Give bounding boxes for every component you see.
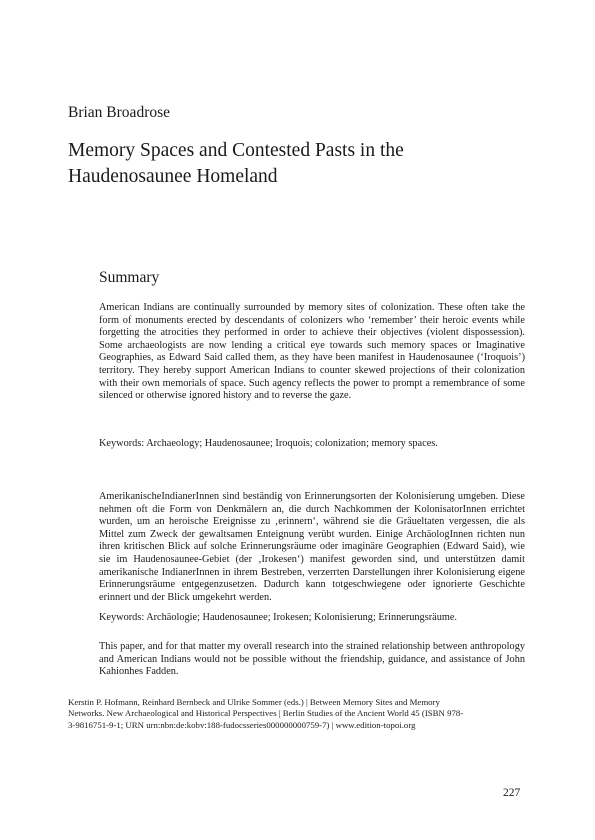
author-name: Brian Broadrose — [68, 104, 171, 121]
acknowledgement: This paper, and for that matter my overall research into the strained relationship between anthropology and American Indians would not be possible without the friendship, guidance, and assistance of John Kahionhes Fadden. — [99, 641, 525, 678]
page-number: 227 — [503, 787, 521, 799]
abstract-english-text: American Indians are continually surrounded by memory sites of colonization. These often take the form of monuments erected by descendants of colonizers who ‘remember’ their heroic events while forgetting the atrocities they performed in order to achieve their objectives (violent dispossession). Some archaeologists are now lending a critical eye towards such memory spaces or Imaginative Geographies, as Edward Said called them, as they have been manifest in Haudenosaunee (‘Iroquois’) territory. They hereby support American Indians to counter skewed projections of their colonization with their own memorials of space. Such agency reflects the power to prompt a remembrance of some silenced or otherwise ignored history and to reverse the gaze. — [99, 302, 525, 402]
abstract-german-text: AmerikanischeIndianerInnen sind beständig von Erinnerungsorten der Kolonisierung umgeben. Diese nehmen oft die Form von Denkmälern an, die durch Nachkommen der KolonisatorInnen errichtet wurden, um an heroische Ereignisse zu ‚erinnern‘, während sie die Gräueltaten vergessen, die als Mittel zum Zweck der gewaltsamen Enteignung verübt wurden. Einige ArchäologInnen richten nun ihren kritischen Blick auf solche Erinnerungsräume oder imaginäre Geographien (Edward Said), wie sie im Haudenosaunee-Gebiet (der ‚Irokesen‘) manifest geworden sind, und unterstützen damit amerikanische IndianerInnen in ihrem Bestreben, verzerrten Darstellungen ihrer Kolonisierung eigene Erinnerungsräume entgegenzusetzen. Dadurch kann totgeschwiegene oder ignorierte Geschichte erinnert und der Blick umgekehrt werden. — [99, 491, 525, 603]
summary-heading: Summary — [99, 269, 160, 286]
keywords-german: Keywords: Archäologie; Haudenosaunee; Irokesen; Kolonisierung; Erinnerungsräume. — [99, 612, 458, 623]
footer-citation: Kerstin P. Hofmann, Reinhard Bernbeck and Ulrike Sommer (eds.) | Between Memory Sites and Memory Networks. New Archaeological and Historical Perspectives | Berlin Studies of the Ancient World 45 (ISBN 978-3-9816751-9-1; URN urn:nbn:de:kobv:188-fudocsseries000000000759-7) | www.edition-topoi.org — [68, 697, 464, 730]
abstract-german — [99, 491, 525, 604]
article-title: Memory Spaces and Contested Pasts in the Haudenosaunee Homeland — [68, 140, 404, 187]
keywords-english: Keywords: Archaeology; Haudenosaunee; Iroquois; colonization; memory spaces. — [99, 438, 438, 449]
abstract-english — [99, 302, 525, 403]
